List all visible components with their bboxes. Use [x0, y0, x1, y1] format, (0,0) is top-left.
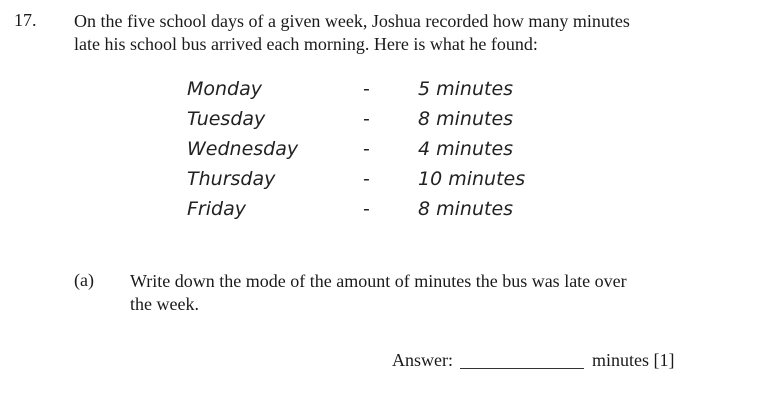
day-label: Friday	[187, 198, 246, 220]
intro-line-2: late his school bus arrived each morning. Here is what he found:	[74, 34, 538, 54]
dash-separator: -	[363, 168, 370, 190]
question-number: 17.	[14, 10, 37, 30]
day-label: Tuesday	[187, 108, 266, 130]
dash-separator: -	[363, 198, 370, 220]
part-a-line-2: the week.	[130, 294, 199, 314]
minutes-value: 8 minutes	[418, 108, 514, 130]
question-intro	[74, 10, 694, 56]
part-a-question	[130, 270, 730, 316]
minutes-value: 4 minutes	[418, 138, 514, 160]
part-a-label: (a)	[74, 270, 94, 290]
day-label: Thursday	[187, 168, 276, 190]
answer-blank-line[interactable]	[460, 368, 584, 369]
dash-separator: -	[363, 78, 370, 100]
dash-separator: -	[363, 138, 370, 160]
day-label: Wednesday	[187, 138, 299, 160]
dash-separator: -	[363, 108, 370, 130]
minutes-value: 8 minutes	[418, 198, 514, 220]
day-label: Monday	[187, 78, 263, 100]
answer-unit-marks: minutes [1]	[592, 350, 675, 370]
answer-label: Answer:	[392, 350, 453, 370]
intro-line-1: On the five school days of a given week, Joshua recorded how many minutes	[74, 11, 630, 31]
minutes-value: 10 minutes	[418, 168, 526, 190]
part-a-line-1: Write down the mode of the amount of minutes the bus was late over	[130, 271, 627, 291]
minutes-value: 5 minutes	[418, 78, 514, 100]
